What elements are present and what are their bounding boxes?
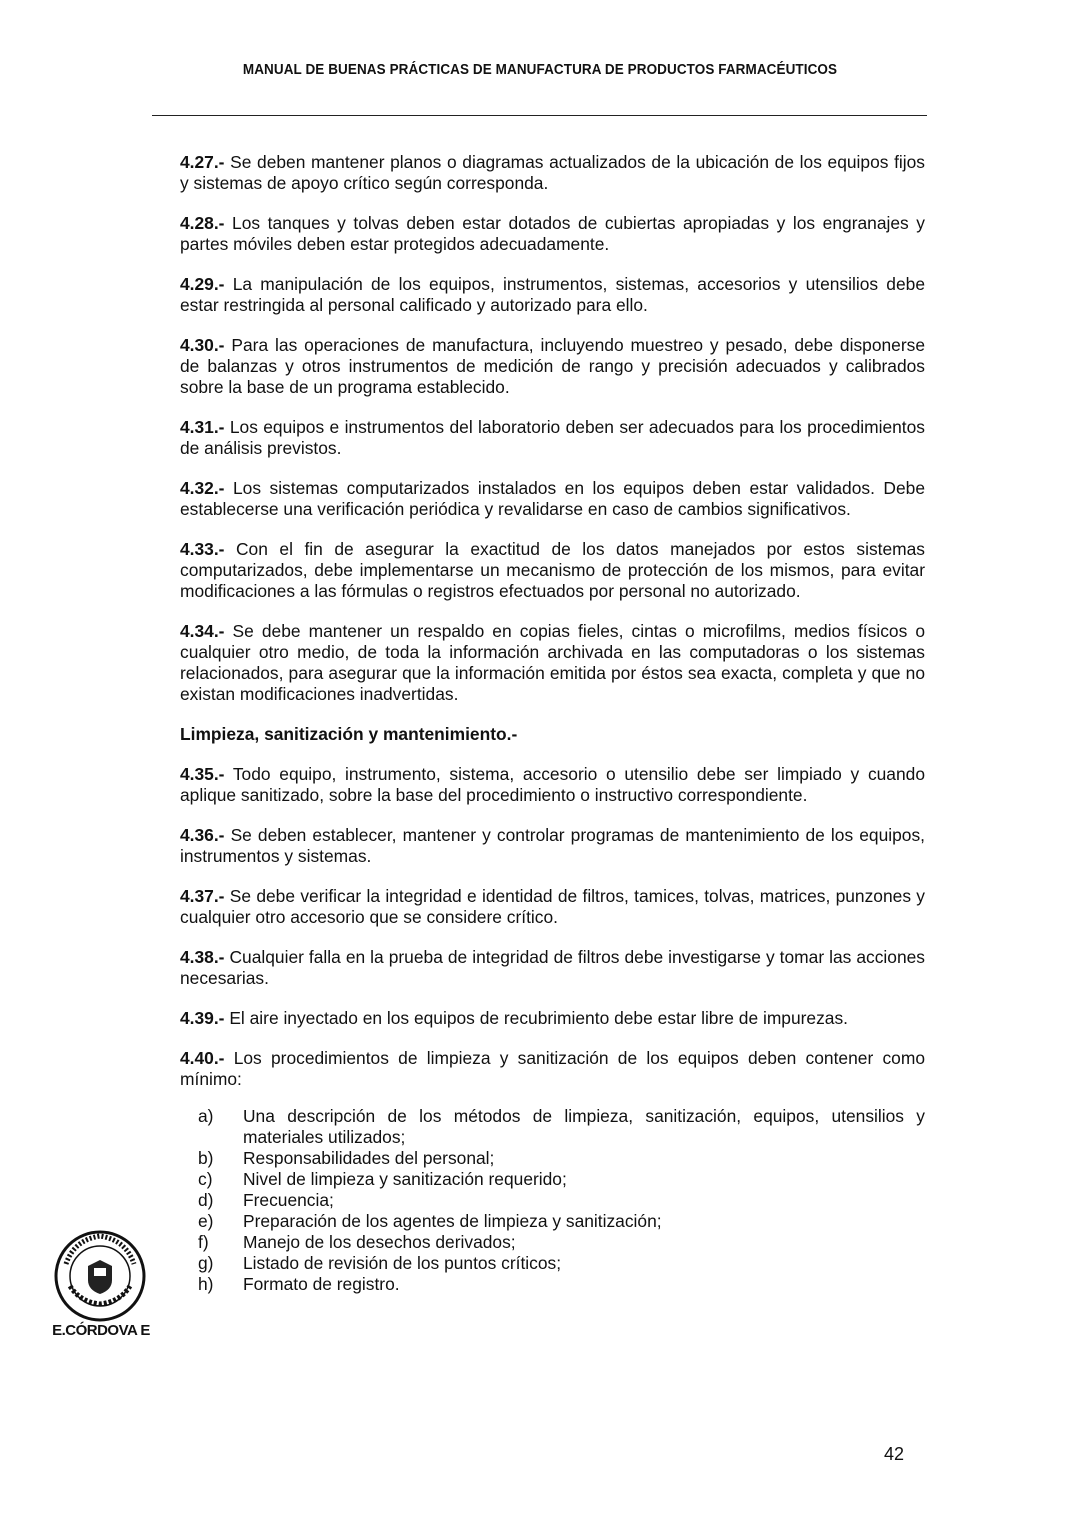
list-item: [198, 1190, 925, 1211]
list-letter: e): [198, 1211, 214, 1231]
requirements-list: [198, 1106, 925, 1295]
list-letter: b): [198, 1148, 214, 1168]
list-text: Frecuencia;: [243, 1190, 334, 1210]
paragraph-number: 4.34.-: [180, 621, 225, 641]
paragraph-4-37: [180, 886, 925, 928]
page-number: 42: [884, 1444, 905, 1464]
list-letter: g): [198, 1253, 214, 1273]
list-text: Responsabilidades del personal;: [243, 1148, 495, 1168]
paragraph-4-33: [180, 539, 925, 602]
paragraph-text: Se deben mantener planos o diagramas actualizados de la ubicación de los equipos fijos y sistemas de apoyo crítico según corresponda.: [180, 152, 925, 193]
paragraph-4-36: [180, 825, 925, 867]
paragraph-number: 4.39.-: [180, 1008, 225, 1028]
paragraph-text: El aire inyectado en los equipos de recubrimiento debe estar libre de impurezas.: [224, 1008, 848, 1028]
paragraph-4-38: [180, 947, 925, 989]
paragraph-4-31: [180, 417, 925, 459]
list-letter: h): [198, 1274, 214, 1294]
paragraph-4-30: [180, 335, 925, 398]
official-seal-stamp: [40, 1224, 160, 1324]
list-item: [198, 1148, 925, 1169]
paragraph-number: 4.36.-: [180, 825, 225, 845]
paragraph-text: Los procedimientos de limpieza y sanitización de los equipos deben contener como mínimo:: [180, 1048, 925, 1089]
list-letter: f): [198, 1232, 209, 1252]
paragraph-4-35: [180, 764, 925, 806]
paragraph-number: 4.31.-: [180, 417, 225, 437]
paragraph-number: 4.37.-: [180, 886, 225, 906]
paragraph-4-34: [180, 621, 925, 705]
paragraph-4-29: [180, 274, 925, 316]
list-text: Nivel de limpieza y sanitización requerido;: [243, 1169, 567, 1189]
list-item: [198, 1169, 925, 1190]
paragraph-text: Para las operaciones de manufactura, incluyendo muestreo y pesado, debe disponerse de balanzas y otros instrumentos de medición de rango y precisión adecuados y calibrados sobre la base de un programa establecido.: [180, 335, 925, 397]
paragraph-text: La manipulación de los equipos, instrumentos, sistemas, accesorios y utensilios debe estar restringida al personal calificado y autorizado para ello.: [180, 274, 925, 315]
document-body: [180, 152, 925, 1295]
list-text: Preparación de los agentes de limpieza y sanitización;: [243, 1211, 662, 1231]
paragraph-number: 4.35.-: [180, 764, 225, 784]
list-letter: a): [198, 1106, 214, 1126]
section-heading: Limpieza, sanitización y mantenimiento.-: [180, 724, 518, 744]
paragraph-number: 4.33.-: [180, 539, 225, 559]
paragraph-text: Con el fin de asegurar la exactitud de los datos manejados por estos sistemas computarizados, debe implementarse un mecanismo de protección de los mismos, para evitar modificaciones a las fórmulas o registros efectuados por personal no autorizado.: [180, 539, 925, 601]
paragraph-text: Los tanques y tolvas deben estar dotados de cubiertas apropiadas y los engranajes y partes móviles deben estar protegidos adecuadamente.: [180, 213, 925, 254]
list-text: Una descripción de los métodos de limpieza, sanitización, equipos, utensilios y materiales utilizados;: [243, 1106, 925, 1147]
paragraph-text: Se deben establecer, mantener y controlar programas de mantenimiento de los equipos, instrumentos y sistemas.: [180, 825, 925, 866]
paragraph-number: 4.38.-: [180, 947, 225, 967]
paragraph-text: Cualquier falla en la prueba de integridad de filtros debe investigarse y tomar las acciones necesarias.: [180, 947, 925, 988]
paragraph-number: 4.32.-: [180, 478, 225, 498]
list-letter: c): [198, 1169, 213, 1189]
paragraph-4-27: [180, 152, 925, 194]
paragraph-text: Todo equipo, instrumento, sistema, accesorio o utensilio debe ser limpiado y cuando aplique sanitizado, sobre la base del procedimiento o instructivo correspondiente.: [180, 764, 925, 805]
paragraph-text: Los sistemas computarizados instalados en los equipos deben estar validados. Debe establecerse una verificación periódica y revalidarse en caso de cambios significativos.: [180, 478, 925, 519]
paragraph-number: 4.29.-: [180, 274, 225, 294]
list-item: [198, 1253, 925, 1274]
document-header-title: MANUAL DE BUENAS PRÁCTICAS DE MANUFACTURA DE PRODUCTOS FARMACÉUTICOS: [242, 62, 838, 78]
paragraph-text: Se debe mantener un respaldo en copias fieles, cintas o microfilms, medios físicos o cualquier otro medio, de toda la información archivada en las computadoras o los sistemas relacionados, para asegurar que la información emitida por éstos sea exacta, completa y que no existan modificaciones inadvertidas.: [180, 621, 925, 704]
paragraph-4-32: [180, 478, 925, 520]
paragraph-number: 4.27.-: [180, 152, 225, 172]
list-item: [198, 1274, 925, 1295]
list-item: [198, 1211, 925, 1232]
seal-caption: E.CÓRDOVA E: [52, 1322, 150, 1339]
paragraph-text: Se debe verificar la integridad e identidad de filtros, tamices, tolvas, matrices, punzones y cualquier otro accesorio que se considere crítico.: [180, 886, 925, 927]
paragraph-number: 4.30.-: [180, 335, 225, 355]
paragraph-4-39: [180, 1008, 925, 1029]
paragraph-number: 4.40.-: [180, 1048, 225, 1068]
paragraph-4-40: [180, 1048, 925, 1090]
list-letter: d): [198, 1190, 214, 1210]
list-text: Formato de registro.: [243, 1274, 400, 1294]
list-item: [198, 1232, 925, 1253]
list-item: [198, 1106, 925, 1148]
paragraph-number: 4.28.-: [180, 213, 225, 233]
paragraph-text: Los equipos e instrumentos del laboratorio deben ser adecuados para los procedimientos de análisis previstos.: [180, 417, 925, 458]
paragraph-4-28: [180, 213, 925, 255]
header-divider: [152, 115, 927, 116]
list-text: Manejo de los desechos derivados;: [243, 1232, 516, 1252]
list-text: Listado de revisión de los puntos críticos;: [243, 1253, 562, 1273]
